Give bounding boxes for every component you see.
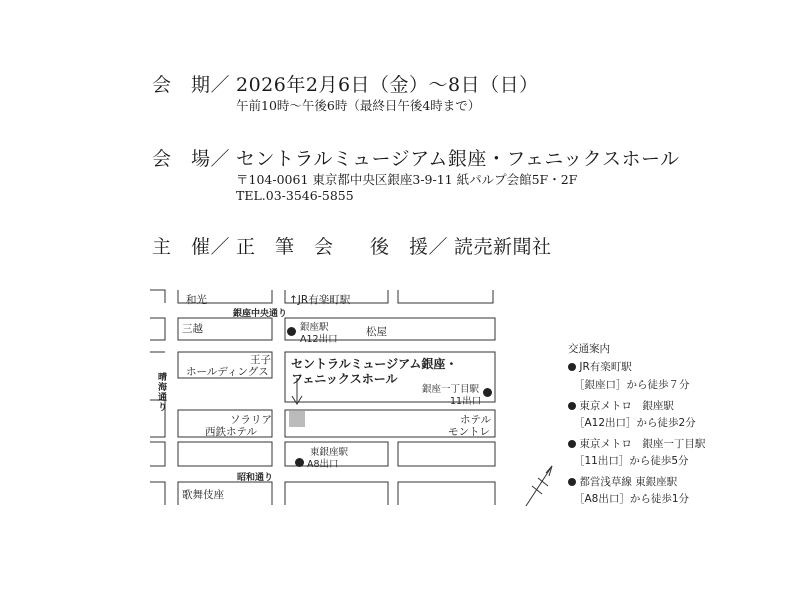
- block-outline: [150, 318, 165, 340]
- landmark-oji-2: ホールディングス: [186, 366, 269, 378]
- access-item-detail: ［A8出口］から徒歩1分: [574, 493, 690, 505]
- access-item-detail: ［A12出口］から徒歩2分: [574, 417, 696, 429]
- venue-marker: [289, 411, 305, 427]
- road-harumi-dori: 晴海通り: [158, 373, 168, 413]
- venue-name: セントラルミュージアム銀座・フェニックスホール: [236, 148, 680, 170]
- landmark-solaria-1: ソラリア: [230, 414, 272, 426]
- block-outline: [178, 442, 272, 466]
- bullet-icon: [568, 363, 576, 371]
- landmark-matsuya: 松屋: [366, 326, 387, 338]
- access-item: JR有楽町駅: [568, 359, 632, 374]
- landmark-wako: 和光: [186, 294, 207, 306]
- block-outline: [398, 482, 495, 505]
- period-hours: 午前10時〜午後6時（最終日午後4時まで）: [236, 98, 481, 113]
- support-name: 読売新聞社: [454, 236, 552, 258]
- station-ginza: 銀座駅: [300, 322, 329, 333]
- venue-tel: TEL.03-3546-5855: [236, 188, 354, 203]
- access-title: 交通案内: [568, 343, 610, 355]
- block-outline: [150, 290, 165, 303]
- bullet-icon: [568, 478, 576, 486]
- block-outline: [398, 290, 493, 303]
- jr-yurakucho-pointer: ↑JR有楽町駅: [289, 294, 351, 306]
- block-outline: [285, 482, 388, 505]
- support-label: 後 援／: [370, 236, 449, 258]
- landmark-hotel-1: ホテル: [460, 414, 491, 426]
- access-item: 東京メトロ 銀座一丁目駅: [568, 436, 705, 451]
- organizer-label: 主 催／: [152, 236, 231, 258]
- landmark-oji-1: 王子: [250, 354, 271, 366]
- block-outline: [150, 482, 165, 505]
- road-ginza-chuo-dori: 銀座中央通り: [233, 309, 288, 319]
- venue-label: 会 場／: [152, 148, 231, 170]
- station-dot-icon: [287, 327, 296, 336]
- period-dates: 2026年2月6日（金）〜8日（日）: [236, 74, 539, 96]
- access-item-detail: ［銀座口］から徒歩７分: [574, 379, 690, 391]
- road-showa-dori: 昭和通り: [237, 473, 274, 483]
- exit-a12: A12出口: [300, 334, 338, 345]
- venue-address: 〒104-0061 東京都中央区銀座3-9-11 紙パルプ会館5F・2F: [236, 172, 578, 187]
- access-item: 都営浅草線 東銀座駅: [568, 474, 677, 489]
- map-venue-name-2: フェニックスホール: [291, 372, 398, 386]
- map-venue-name-1: セントラルミュージアム銀座・: [291, 357, 458, 371]
- access-item-detail: ［11出口］から徒歩5分: [574, 455, 689, 467]
- landmark-mitsukoshi: 三越: [182, 323, 203, 335]
- bullet-icon: [568, 402, 576, 410]
- station-higashi-ginza: 東銀座駅: [310, 447, 349, 458]
- access-item: 東京メトロ 銀座駅: [568, 398, 674, 413]
- exit-a8: A8出口: [307, 459, 339, 470]
- period-label: 会 期／: [152, 74, 231, 96]
- block-outline: [398, 442, 495, 466]
- bullet-icon: [568, 440, 576, 448]
- station-ginza-itchome: 銀座一丁目駅: [422, 384, 480, 395]
- landmark-kabukiza: 歌舞伎座: [182, 489, 224, 501]
- station-dot-icon: [483, 388, 492, 397]
- landmark-hotel-2: モントレ: [448, 426, 490, 438]
- station-dot-icon: [295, 458, 304, 467]
- exit-11: 11出口: [450, 396, 482, 407]
- landmark-solaria-2: 西鉄ホテル: [205, 426, 257, 438]
- block-outline: [150, 442, 165, 466]
- north-arrow-icon: [526, 466, 552, 506]
- organizer-name: 正 筆 会: [236, 236, 334, 258]
